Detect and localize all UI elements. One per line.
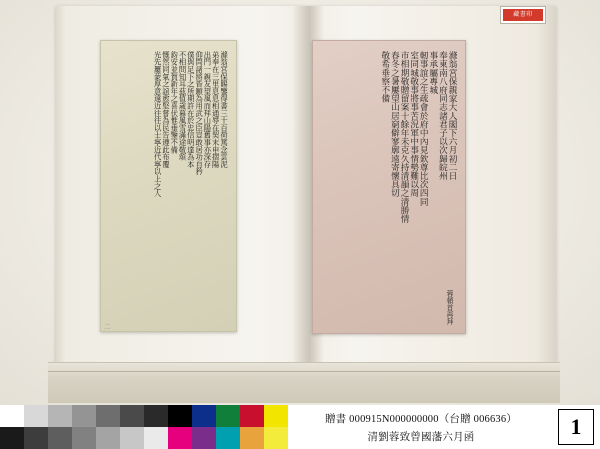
seal-ink-label: 藏書印 [503,9,543,21]
swatch-row-2 [0,427,288,449]
color-swatch [168,427,192,449]
calligraphy-column: 春冬之暑屢望山居窮僻寥廓遠寄懷具切 [390,51,401,198]
color-swatch [120,427,144,449]
color-swatch [96,427,120,449]
calligraphy-column: 軔事誼之生疏會於府中內見欽尊比次四同 [419,51,430,206]
letter-signature: 蓉頓首再拜 [446,290,454,325]
color-swatch [192,405,216,427]
color-swatch [216,427,240,449]
color-swatch [96,405,120,427]
color-swatch [264,405,288,427]
document-title: 清劉蓉致曾國藩六月函 [367,431,475,443]
calligraphy-column: 光先屢蒙厚意遠近往往以士寧近代寧以上之人 [153,51,163,197]
calligraphy-column: 出門一親友望風而拜山陽舊事亦深存 [203,51,213,168]
calligraphy-column: 慨然同氣之誼愈堅嘗為民告遵此布覆 [161,51,171,168]
color-calibration-strip [0,405,288,449]
calligraphy-column: 事承屬專城 [428,51,439,94]
calligraphy-column: 僕與足下之所期許在於忠信明達為本 [186,51,196,168]
bottom-bar [0,405,600,449]
color-swatch [240,405,264,427]
accession-number: 贈書 000915N000000000（台贈 006636） [324,413,518,425]
color-swatch [48,427,72,449]
color-swatch [120,405,144,427]
color-swatch [192,427,216,449]
calligraphy-column: 仰問諸將皆願為用武之臣豈敢居功自矜 [195,51,205,176]
color-swatch [72,427,96,449]
color-swatch [0,427,24,449]
color-swatch [168,405,192,427]
page-number: 1 [570,414,582,439]
page-stack-edge [48,362,560,403]
color-swatch [144,427,168,449]
letter-leaf-right [312,40,466,334]
folio-mark: 二 [104,325,111,331]
color-swatch [264,427,288,449]
caption-block [288,405,558,449]
swatch-row-1 [0,405,288,427]
right-leaf-columns [321,51,457,323]
color-swatch [72,405,96,427]
color-swatch [0,405,24,427]
calligraphy-column: 敬希垂察不備 [380,51,391,103]
calligraphy-column: 鈞安並賀新年之喜伏惟垂鑒不備 [170,51,180,154]
letter-leaf-left [100,40,237,332]
color-swatch [144,405,168,427]
color-swatch [240,427,264,449]
color-swatch [24,427,48,449]
page-number-box [558,409,594,445]
calligraphy-column: 不相問知耳茲值歲暮風雪滿途敬頌 [178,51,188,161]
color-swatch [24,405,48,427]
left-leaf-columns [109,51,228,321]
calligraphy-column: 滌翁宮保親家大人閣下六月初二日 [448,51,458,180]
collection-seal [500,6,546,24]
calligraphy-column: 弟奉在三里息息相通辱在契末申摺陽 [211,51,221,168]
color-swatch [216,405,240,427]
calligraphy-column: 市相期敬贈留案十餘年未克久持清韻之清勝情 [400,51,411,223]
color-swatch [48,405,72,427]
calligraphy-column: 奉東南八府同志諸君子以次歸皖州 [438,51,449,180]
calligraphy-column: 滌翁宮保賜鑒得書三十百荷篤念雲泥 [220,51,229,168]
calligraphy-column: 室同城敬事將事苦況軍中事情勢難以周 [409,51,420,198]
